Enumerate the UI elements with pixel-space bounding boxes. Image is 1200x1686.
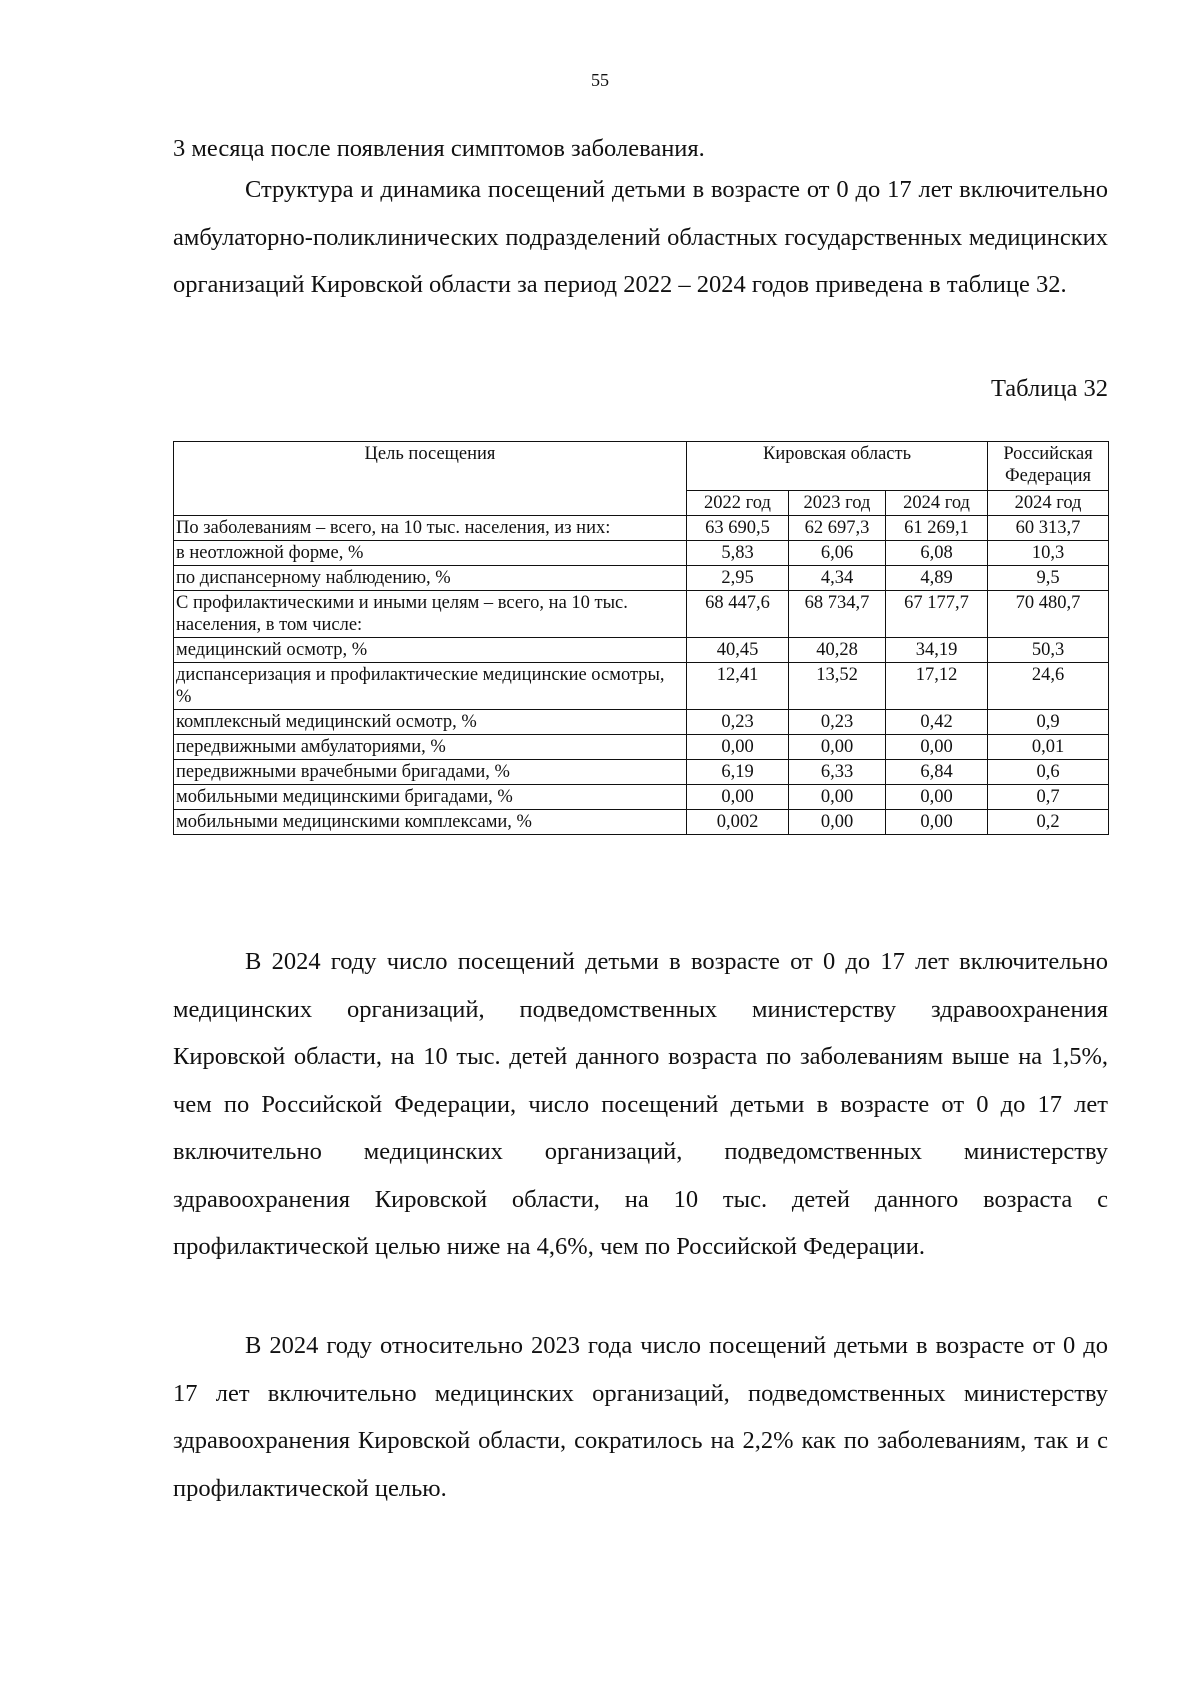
- paragraph-2024-decline: В 2024 году относительно 2023 года число посещений детьми в возрасте от 0 до 17 лет включительно медицинских организаций, подведомственных министерству здравоохранения Кировской области, сократилось на 2,2% как по заболеваниям, так и с профилактической целью.: [173, 1332, 1108, 1502]
- header-year: 2024 год: [886, 491, 988, 516]
- cell-value: 6,19: [687, 760, 789, 785]
- visits-table: [173, 441, 1109, 835]
- table-row: [174, 735, 1109, 760]
- cell-value: 6,06: [789, 541, 886, 566]
- cell-value: 63 690,5: [687, 516, 789, 541]
- cell-value: 0,002: [687, 810, 789, 835]
- cell-value: 67 177,7: [886, 591, 988, 638]
- cell-value: 13,52: [789, 663, 886, 710]
- table-row: [174, 516, 1109, 541]
- cell-value: 0,2: [988, 810, 1109, 835]
- header-year: 2022 год: [687, 491, 789, 516]
- header-year: 2023 год: [789, 491, 886, 516]
- cell-value: 0,00: [886, 810, 988, 835]
- cell-value: 61 269,1: [886, 516, 988, 541]
- row-label: По заболеваниям – всего, на 10 тыс. населения, из них:: [174, 516, 687, 541]
- row-label: мобильными медицинскими бригадами, %: [174, 785, 687, 810]
- cell-value: 0,6: [988, 760, 1109, 785]
- cell-value: 0,42: [886, 710, 988, 735]
- paragraph-2024-compare: В 2024 году число посещений детьми в возрасте от 0 до 17 лет включительно медицинских организаций, подведомственных министерству здравоохранения Кировской области, на 10 тыс. детей данного возраста по заболеваниям выше на 1,5%, чем по Российской Федерации, число посещений детьми в возрасте от 0 до 17 лет включительно медицинских организаций, подведомственных министерству здравоохранения Кировской области, на 10 тыс. детей данного возраста с профилактической целью ниже на 4,6%, чем по Российской Федерации.: [173, 948, 1108, 1260]
- cell-value: 2,95: [687, 566, 789, 591]
- row-label: диспансеризация и профилактические медицинские осмотры, %: [174, 663, 687, 710]
- cell-value: 62 697,3: [789, 516, 886, 541]
- row-label: мобильными медицинскими комплексами, %: [174, 810, 687, 835]
- cell-value: 4,89: [886, 566, 988, 591]
- intro-line: 3 месяца после появления симптомов заболевания.: [173, 135, 705, 162]
- cell-value: 0,00: [789, 785, 886, 810]
- table-row: [174, 541, 1109, 566]
- cell-value: 0,00: [789, 735, 886, 760]
- cell-value: 4,34: [789, 566, 886, 591]
- row-label: по диспансерному наблюдению, %: [174, 566, 687, 591]
- cell-value: 24,6: [988, 663, 1109, 710]
- page-number: 55: [591, 70, 609, 90]
- cell-value: 0,7: [988, 785, 1109, 810]
- cell-value: 40,45: [687, 638, 789, 663]
- cell-value: 0,23: [789, 710, 886, 735]
- cell-value: 5,83: [687, 541, 789, 566]
- table-row: [174, 710, 1109, 735]
- row-label: С профилактическими и иными целям – всего, на 10 тыс. населения, в том числе:: [174, 591, 687, 638]
- row-label: в неотложной форме, %: [174, 541, 687, 566]
- table-row: [174, 638, 1109, 663]
- cell-value: 0,00: [886, 735, 988, 760]
- cell-value: 0,01: [988, 735, 1109, 760]
- row-label: комплексный медицинский осмотр, %: [174, 710, 687, 735]
- table-row: [174, 566, 1109, 591]
- cell-value: 40,28: [789, 638, 886, 663]
- table-caption: Таблица 32: [990, 375, 1108, 402]
- cell-value: 17,12: [886, 663, 988, 710]
- cell-value: 0,9: [988, 710, 1109, 735]
- cell-value: 0,00: [886, 785, 988, 810]
- header-kirov: Кировская область: [687, 442, 988, 491]
- cell-value: 68 447,6: [687, 591, 789, 638]
- table-row: [174, 663, 1109, 710]
- cell-value: 70 480,7: [988, 591, 1109, 638]
- cell-value: 0,00: [687, 785, 789, 810]
- cell-value: 0,00: [687, 735, 789, 760]
- header-purpose: Цель посещения: [174, 442, 687, 516]
- row-label: передвижными врачебными бригадами, %: [174, 760, 687, 785]
- table-row: [174, 760, 1109, 785]
- cell-value: 34,19: [886, 638, 988, 663]
- header-rf: Российская Федерация: [988, 442, 1109, 491]
- cell-value: 0,23: [687, 710, 789, 735]
- table-row: [174, 785, 1109, 810]
- cell-value: 0,00: [789, 810, 886, 835]
- cell-value: 6,33: [789, 760, 886, 785]
- cell-value: 6,08: [886, 541, 988, 566]
- cell-value: 6,84: [886, 760, 988, 785]
- header-year: 2024 год: [988, 491, 1109, 516]
- row-label: передвижными амбулаториями, %: [174, 735, 687, 760]
- cell-value: 9,5: [988, 566, 1109, 591]
- cell-value: 50,3: [988, 638, 1109, 663]
- table-row: [174, 591, 1109, 638]
- paragraph-structure: Структура и динамика посещений детьми в возрасте от 0 до 17 лет включительно амбулаторно-поликлинических подразделений областных государственных медицинских организаций Кировской области за период 2022 – 2024 годов приведена в таблице 32.: [173, 176, 1108, 298]
- cell-value: 60 313,7: [988, 516, 1109, 541]
- row-label: медицинский осмотр, %: [174, 638, 687, 663]
- cell-value: 10,3: [988, 541, 1109, 566]
- table-row: [174, 810, 1109, 835]
- cell-value: 12,41: [687, 663, 789, 710]
- cell-value: 68 734,7: [789, 591, 886, 638]
